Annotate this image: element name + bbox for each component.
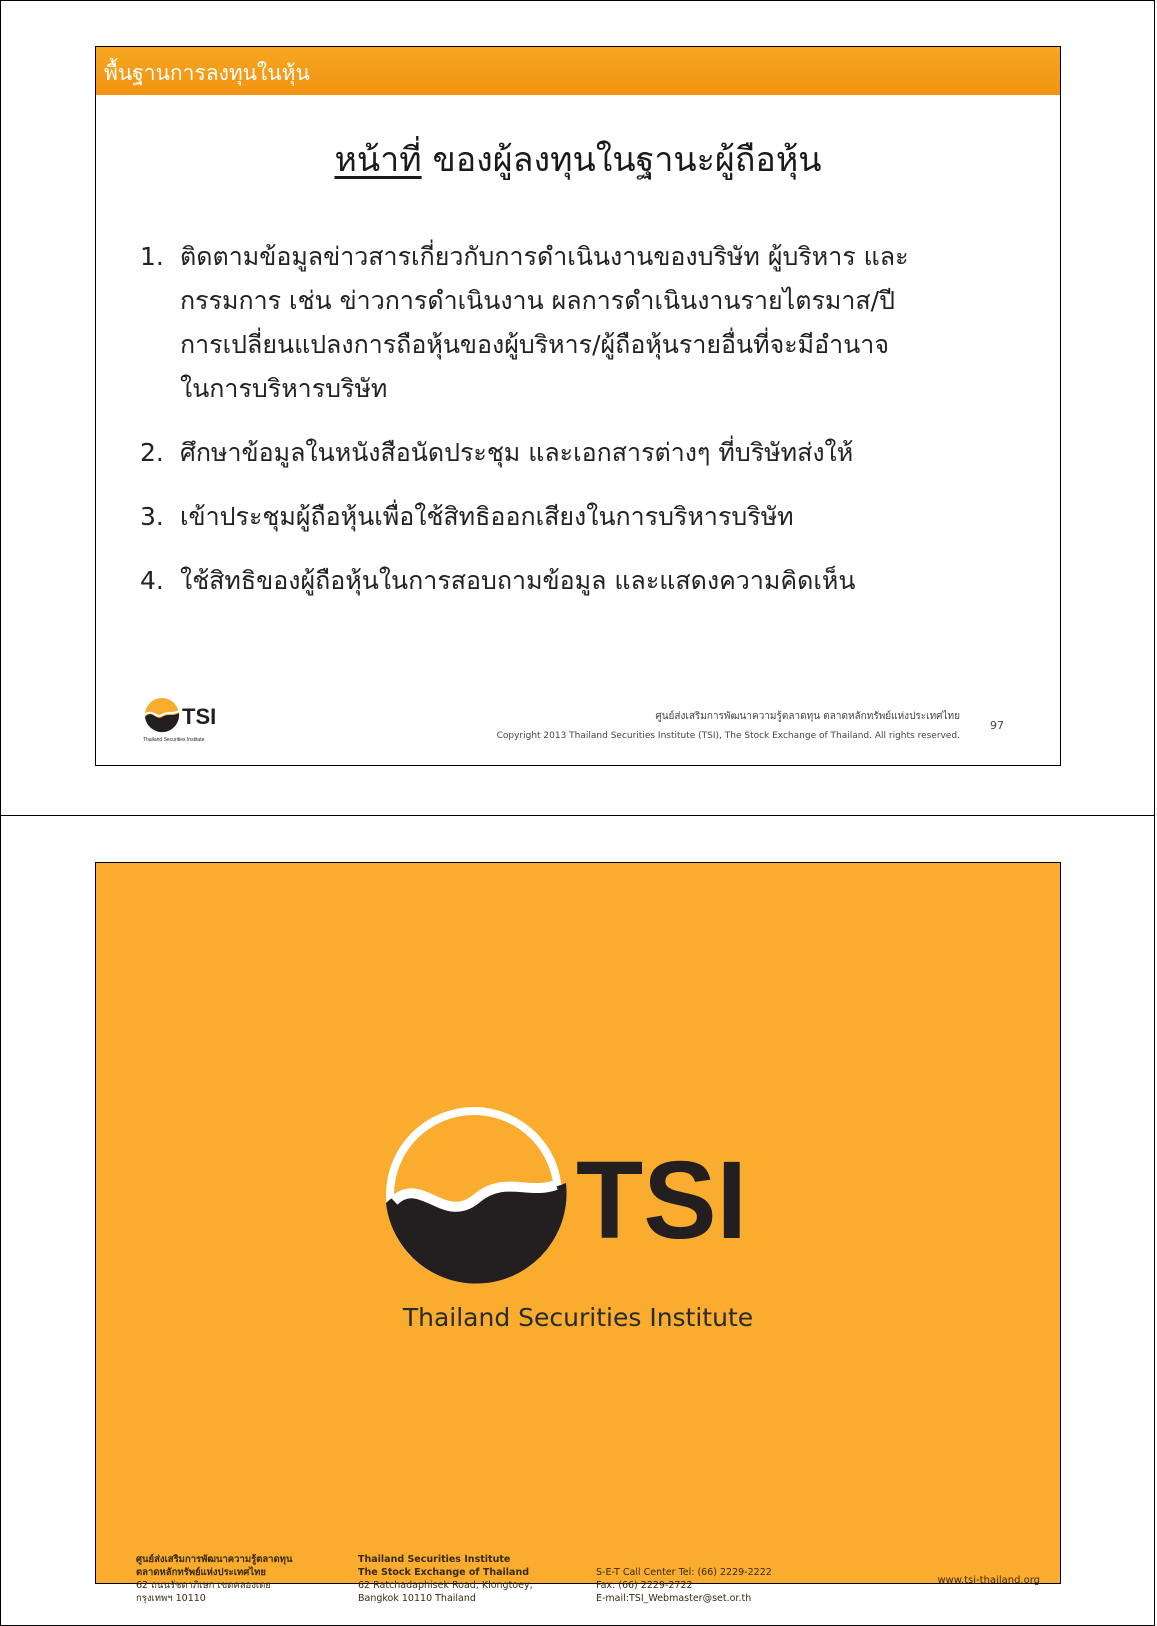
footer-line: E-mail:TSI_Webmaster@set.or.th	[596, 1593, 752, 1604]
item-number: 4.	[140, 566, 164, 595]
tsi-logo-small	[142, 695, 232, 743]
logo-text-large: TSI	[576, 1139, 748, 1262]
footer-line: Fax: (66) 2229-2722	[596, 1580, 693, 1591]
page-number: 97	[990, 719, 1004, 732]
list-item	[140, 235, 1020, 411]
tsi-logo-large	[386, 1103, 756, 1303]
item-text: ใช้สิทธิของผู้ถือหุ้นในการสอบถามข้อมูล และแสดงความคิดเห็น	[180, 566, 856, 595]
logo-subtitle-small: Thailand Securities Institute	[143, 737, 205, 743]
footer-line: The Stock Exchange of Thailand	[358, 1567, 530, 1578]
logo-text-small: TSI	[182, 704, 217, 729]
footer-address-english	[358, 1553, 533, 1605]
item-number: 1.	[140, 242, 164, 271]
slide-closing	[95, 862, 1061, 1604]
footer-line: ศูนย์ส่งเสริมการพัฒนาความรู้ตลาดทุน	[136, 1554, 293, 1565]
footer-thai: ศูนย์ส่งเสริมการพัฒนาความรู้ตลาดทุน ตลาดหลักทรัพย์แห่งประเทศไทย	[655, 711, 960, 722]
item-text: เข้าประชุมผู้ถือหุ้นเพื่อใช้สิทธิออกเสียงในการบริหารบริษัท	[180, 502, 794, 531]
title-rest: ของผู้ลงทุนในฐานะผู้ถือหุ้น	[421, 140, 822, 180]
footer-line: Bangkok 10110 Thailand	[358, 1593, 476, 1604]
tagline: Thailand Securities Institute	[402, 1303, 754, 1332]
duties-list	[140, 235, 1020, 623]
footer-address-thai	[136, 1553, 292, 1605]
footer-line: S-E-T Call Center Tel: (66) 2229-2222	[596, 1567, 772, 1578]
footer-line: ตลาดหลักทรัพย์แห่งประเทศไทย	[136, 1567, 266, 1578]
list-item	[140, 495, 1020, 539]
header-bar	[96, 47, 1060, 95]
footer-line: 62 Ratchadaphisek Road, Klongtoey,	[358, 1580, 533, 1591]
slide-title	[96, 132, 1060, 186]
footer-line: กรุงเทพฯ 10110	[136, 1593, 206, 1604]
website-link[interactable]: www.tsi-thailand.org	[937, 1575, 1040, 1586]
footer-line: Thailand Securities Institute	[358, 1554, 511, 1565]
item-text: ศึกษาข้อมูลในหนังสือนัดประชุม และเอกสารต่างๆ ที่บริษัทส่งให้	[180, 438, 854, 467]
header-title: พื้นฐานการลงทุนในหุ้น	[104, 61, 310, 85]
footer-copyright: Copyright 2013 Thailand Securities Institute (TSI), The Stock Exchange of Thailand. All rights reserved.	[496, 731, 960, 741]
title-underlined: หน้าที่	[334, 140, 422, 180]
footer-line: 62 ถนนรัชดาภิเษก เขตคลองเตย	[136, 1580, 271, 1591]
list-item	[140, 431, 1020, 475]
item-number: 3.	[140, 502, 164, 531]
footer-contact	[596, 1566, 772, 1605]
list-item	[140, 559, 1020, 603]
slide-97	[95, 46, 1061, 766]
item-number: 2.	[140, 438, 164, 467]
item-text: ติดตามข้อมูลข่าวสารเกี่ยวกับการดำเนินงานของบริษัท ผู้บริหาร และ กรรมการ เช่น ข่าวการดำเนินงาน ผลการดำเนินงานรายไตรมาส/ปี การเปลี่ยนแปลงการถือหุ้นของผู้บริหาร/ผู้ถือหุ้นรายอื่นที่จะมีอำนาจ ในการบริหารบริษัท	[180, 242, 909, 403]
